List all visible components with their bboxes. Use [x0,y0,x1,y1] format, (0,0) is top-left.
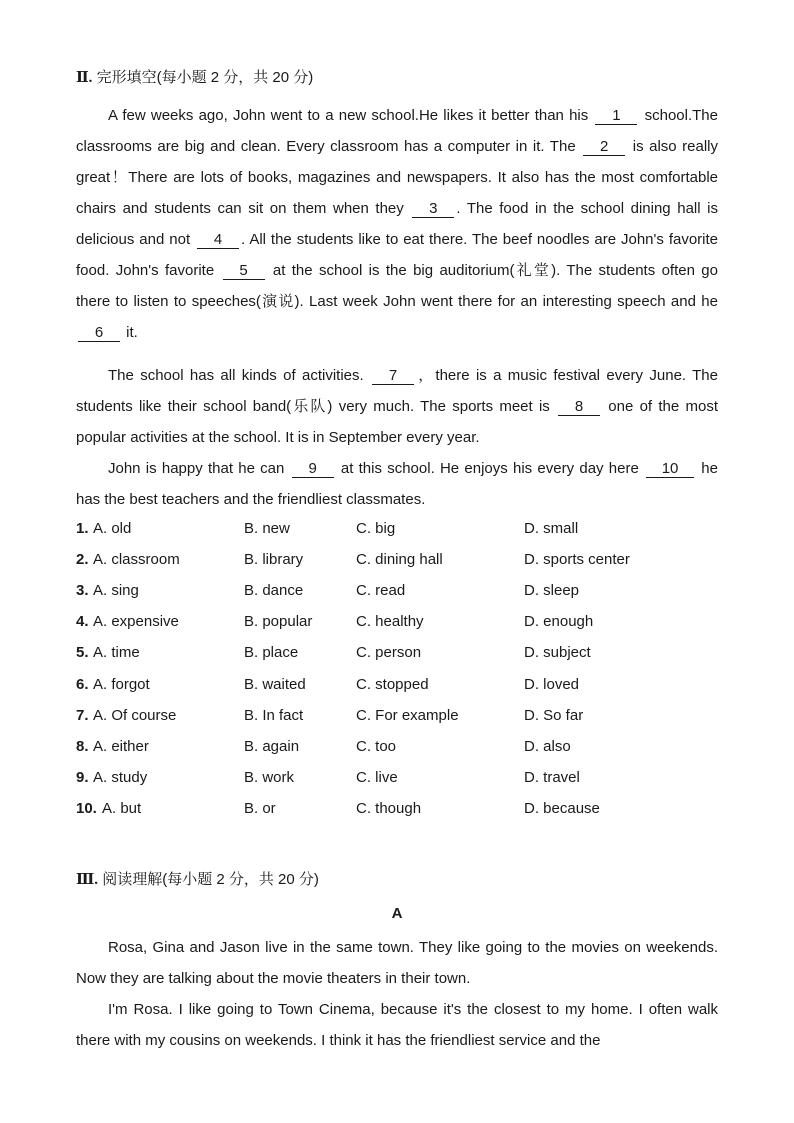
option-d: D. small [524,520,579,537]
question-row [76,676,718,707]
option-b: B. popular [244,613,313,631]
section-2-title: 完形填空(每小题 2 分，共 20 分) [96,69,314,86]
cloze-paragraph-3 [76,453,718,515]
option-d: D. also [524,737,571,755]
option-c: C. read [356,582,406,600]
option-c: C. person [356,644,422,662]
question-row [76,800,718,831]
cloze-text: John is happy that he can [108,460,290,477]
option-b: B. In fact [244,706,304,724]
question-row [76,582,718,613]
question-number: 10. [76,799,97,817]
cloze-text: one of the most popular activities at the school. It is in September every year. [76,398,718,446]
section-3-title: 阅读理解(每小题 2 分，共 20 分) [102,871,319,888]
option-b: B. place [244,644,299,662]
option-d: D. because [524,799,600,817]
cloze-text: school.The classrooms are big and clean. Every classroom has a computer in it. The [76,107,718,155]
option-b: B. or [244,799,276,817]
cloze-text: ，there is a music festival every June. The students like their school band(乐队) very much. The sports meet is [76,367,718,415]
question-number: 7. [76,706,89,724]
section-3-heading [76,868,319,889]
cloze-blank: 7 [372,367,414,385]
option-a: A. forgot [93,675,150,693]
cloze-text: . The food in the school dining hall is delicious and not [76,200,718,248]
cloze-paragraph-1 [76,100,718,348]
cloze-blank: 8 [558,398,600,416]
reading-paragraph-2-text: I'm Rosa. I like going to Town Cinema, because it's the closest to my home. I often walk there with my cousins on weekends. I think it has the friendliest service and the [76,1001,718,1049]
cloze-blank: 3 [412,200,454,218]
question-number: 1. [76,520,89,537]
reading-paragraph-1 [76,932,718,994]
question-row [76,738,718,769]
option-d: D. sports center [524,551,630,569]
cloze-text: he has the best teachers and the friendliest classmates. [76,460,718,508]
option-a: A. either [93,737,149,755]
cloze-blank: 1 [595,107,637,125]
option-a: A. sing [93,582,139,600]
cloze-text: A few weeks ago, John went to a new school.He likes it better than his [108,107,594,124]
question-row [76,613,718,644]
question-number: 3. [76,582,89,600]
option-c: C. For example [356,706,459,724]
question-number: 4. [76,613,89,631]
question-row [76,769,718,800]
option-b: B. dance [244,582,304,600]
cloze-text: at this school. He enjoys his every day here [335,460,645,477]
option-a: A. expensive [93,613,179,631]
cloze-paragraph-2 [76,360,718,453]
question-number: 6. [76,675,89,693]
reading-paragraph-2 [76,994,718,1056]
reading-paragraph-1-text: Rosa, Gina and Jason live in the same town. They like going to the movies on weekends. Now they are talking about the movie theaters in their town. [76,939,718,987]
option-c: C. live [356,768,398,786]
cloze-text: at the school is the big auditorium(礼堂). The students often go there to listen to speeches(演说). Last week John went there for an interesting speech and he [76,262,718,310]
option-b: B. library [244,551,304,569]
cloze-text: it. [122,324,138,341]
question-row [76,551,718,582]
question-number: 8. [76,737,89,755]
question-number: 2. [76,551,89,569]
cloze-text: The school has all kinds of activities. [108,367,371,384]
option-d: D. travel [524,768,580,786]
option-d: D. subject [524,644,591,662]
option-c: C. stopped [356,675,429,693]
option-a: A. but [102,799,142,817]
option-b: B. waited [244,675,306,693]
cloze-blank: 5 [223,262,265,280]
cloze-blank: 10 [646,460,694,478]
option-a: A. study [93,768,148,786]
option-c: C. big [356,520,396,537]
option-d: D. enough [524,613,594,631]
option-c: C. though [356,799,422,817]
cloze-text: . All the students like to eat there. The beef noodles are John's favorite food. John's favorite [76,231,719,279]
section-2-heading [76,66,313,87]
option-c: C. healthy [356,613,424,631]
question-number: 5. [76,644,89,662]
option-a: A. time [93,644,140,662]
question-row [76,707,718,738]
section-2-number: Ⅱ. [76,70,93,86]
question-number: 9. [76,768,89,786]
option-d: D. So far [524,706,584,724]
cloze-text: is also really great！There are lots of books, magazines and newspapers. It also has the most comfortable chairs and students can sit on them when they [76,138,718,217]
option-d: D. sleep [524,582,580,600]
cloze-blank: 9 [292,460,334,478]
cloze-blank: 2 [583,138,625,156]
option-b: B. work [244,768,295,786]
question-row [76,644,718,675]
option-b: B. again [244,737,300,755]
option-a: A. Of course [93,706,177,724]
option-a: A. classroom [93,551,180,569]
option-d: D. loved [524,675,580,693]
option-c: C. too [356,737,397,755]
option-b: B. new [244,520,290,537]
cloze-blank: 4 [197,231,239,249]
question-row [76,520,718,551]
section-3-number: Ⅲ. [76,872,99,888]
option-c: C. dining hall [356,551,443,569]
option-a: A. old [93,520,132,537]
passage-label: A [391,905,403,922]
cloze-blank: 6 [78,324,120,342]
